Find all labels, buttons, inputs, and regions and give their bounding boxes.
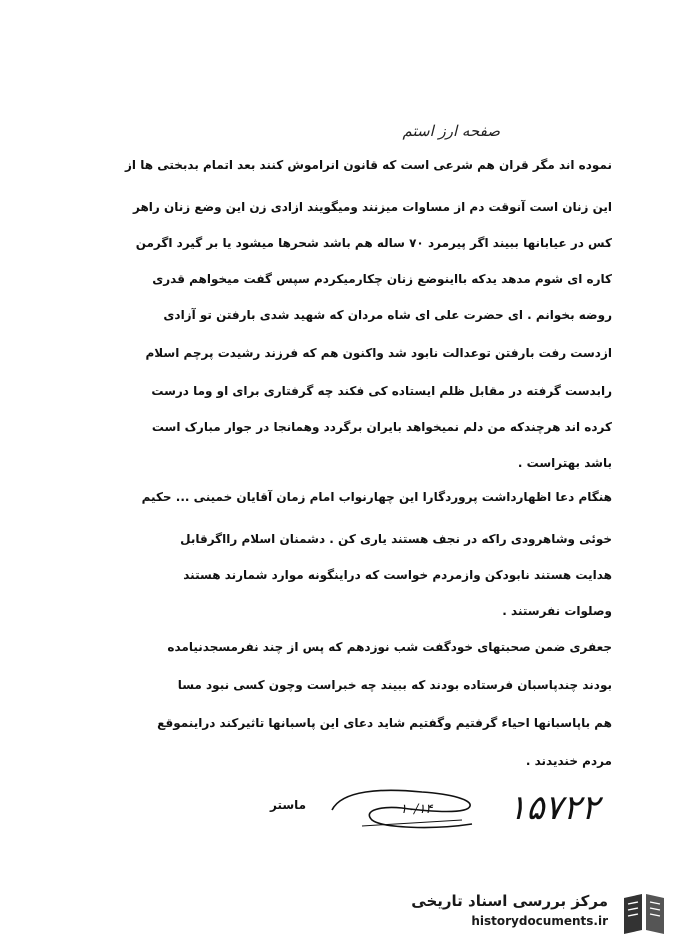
body-line-14: جعفری ضمن صحبتهای خودگفت شب نوزدهم که پس از چند نفرمسجدنیامده xyxy=(167,640,612,654)
body-line-11: خوئی وشاهرودی راکه در نجف هستند یاری کن . دشمنان اسلام رااگرقابل xyxy=(180,532,612,546)
body-line-10: هنگام دعا اظهارداشت پروردگارا این چهارنواب امام زمان آقایان خمینی ... حکیم xyxy=(141,490,612,504)
body-line-4: کاره ای شوم مدهد یدکه بااینوضع زنان چکارمیکردم سپس گفت میخواهم قدری xyxy=(152,272,612,286)
watermark-url: historydocuments.ir xyxy=(471,914,608,928)
document-body xyxy=(86,150,612,790)
body-line-13: وصلوات نفرستند . xyxy=(502,604,612,618)
archive-watermark xyxy=(374,888,674,938)
body-line-8: کرده اند هرچندکه من دلم نمیخواهد بایران برگردد وهمانجا در جوار مبارک است xyxy=(151,420,612,434)
body-line-17: مردم خندیدند . xyxy=(525,754,612,768)
body-line-9: باشد بهتراست . xyxy=(517,456,612,470)
body-line-6: ازدست رفت بارفتن توعدالت نابود شد واکنون هم که فرزند رشیدت پرچم اسلام xyxy=(145,346,612,360)
signature-label: ماستر xyxy=(270,798,307,812)
book-icon xyxy=(618,890,670,936)
body-line-15: بودند چندپاسبان فرستاده بودند که ببیند چه خبراست وچون کسی نبود مسا xyxy=(177,678,612,692)
body-line-16: هم باپاسبانها احیاء گرفتیم وگفتیم شاید دعای این پاسبانها تاثیرکند دراینموقع xyxy=(157,716,612,730)
body-line-12: هدایت هستند نابودکن وازمردم خواست که دراینگونه موارد شمارند هستند xyxy=(183,568,612,582)
body-line-3: کس در عیابانها ببیند اگر پیرمرد ۷۰ ساله هم باشد شحرها میشود یا بر گیرد اگرمن xyxy=(135,236,612,250)
handwritten-heading: صفحه ارز استم xyxy=(402,122,500,140)
document-number: ۱۵۷۲۲ xyxy=(508,788,600,828)
body-line-1: نموده اند مگر قران هم شرعی است که قانون انراموش کنند بعد اتمام بدبختی ها از xyxy=(125,158,612,172)
watermark-title: مرکز بررسی اسناد تاریخی xyxy=(411,892,608,910)
body-line-5: روضه بخوانم . ای حضرت علی ای شاه مردان که شهید شدی بارفتن تو آزادی xyxy=(163,308,612,322)
signature-block xyxy=(270,780,610,840)
body-line-7: رابدست گرفته در مقابل ظلم ایستاده کی فکند چه گرفتاری برای او وما درست xyxy=(151,384,612,398)
signature-date: ۱۰/۱۴ xyxy=(400,802,433,817)
body-line-2: این زنان است آنوقت دم از مساوات میزنند ومیگویند ازادی زن این وضع زنان راهر xyxy=(133,200,612,214)
